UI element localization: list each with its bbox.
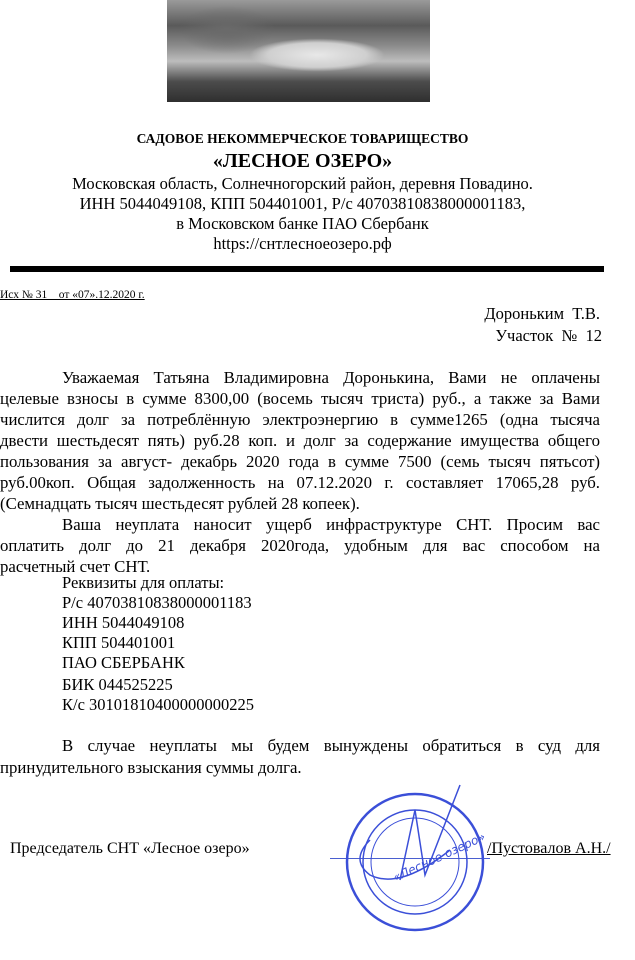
org-type: САДОВОЕ НЕКОММЕРЧЕСКОЕ ТОВАРИЩЕСТВО [136,131,469,146]
org-name: «ЛЕСНОЕ ОЗЕРО» [212,150,393,172]
payment-corr-account: К/с 30101810400000000225 [62,695,255,714]
text-line: числится долг за потреблённую электроэнергию в сумме1265 (одна тысяча [0,410,600,429]
text-line: двести шестьдесят пять) руб.28 коп. и долг за содержание имущества общего [0,431,600,450]
payment-bik: БИК 044525225 [62,675,173,694]
payment-kpp: КПП 504401001 [62,633,176,652]
org-website: https://снтлесноеозеро.рф [213,234,392,253]
payment-bank: ПАО СБЕРБАНК [62,653,185,672]
signatory-position: Председатель СНТ «Лесное озеро» [10,840,250,857]
text-line: принудительного взыскания суммы долга. [0,758,302,777]
signatory-name: /Пустовалов А.Н./ [487,840,611,857]
text-line: расчетный счет СНТ. [0,557,151,576]
org-bank: в Московском банке ПАО Сбербанк [176,214,429,233]
org-address: Московская область, Солнечногорский район, деревня Повадино. [72,174,533,193]
organization-stamp-icon [330,780,500,950]
text-line: Ваша неуплата наносит ущерб инфраструктуре СНТ. Просим вас [62,515,600,534]
text-line: целевые взносы в сумме 8300,00 (восемь тысяч триста) руб., а также за Вами [0,389,600,408]
text-line: (Семнадцать тысяч шестьдесят рублей 28 копеек). [0,494,360,513]
payment-inn: ИНН 5044049108 [62,613,185,632]
payment-account: Р/с 40703810838000001183 [62,593,252,612]
text-line: оплатить долг до 21 декабря 2020года, удобным для вас способом на [0,536,600,555]
text-line: В случае неуплаты мы будем вынуждены обратиться в суд для [62,736,600,755]
svg-text:«Лесное озеро»: «Лесное озеро» [390,829,488,885]
addressee-plot: Участок № 12 [495,326,602,345]
header-landscape-photo [167,0,430,102]
outgoing-reference: Исх № 31 от «07».12.2020 г. [0,289,145,301]
text-line: пользования за август- декабрь 2020 года в сумме 7500 (семь тысяч пятьсот) [0,452,600,471]
addressee-name: Дороньким Т.В. [484,304,600,323]
header-divider [10,266,604,272]
payment-title: Реквизиты для оплаты: [62,573,225,592]
org-requisites: ИНН 5044049108, КПП 504401001, Р/с 40703810838000001183, [79,194,526,213]
text-line: Уважаемая Татьяна Владимировна Доронькина, Вами не оплачены [62,368,600,387]
text-line: руб.00коп. Общая задолженность на 07.12.2020 г. составляет 17065,28 руб. [0,473,600,492]
